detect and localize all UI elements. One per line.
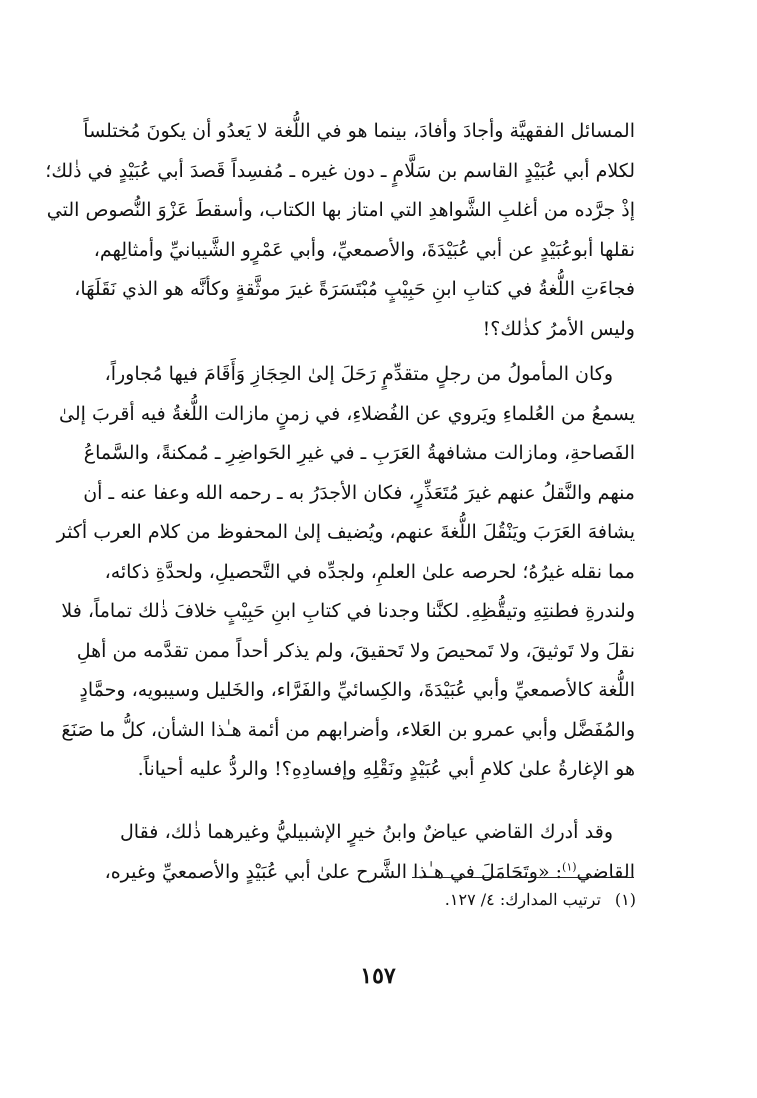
text-line: وكان المأمولُ من رجلٍ متقدِّمٍ رَحَلَ إلىٰ الحِجَازِ وَأَقَامَ فيها مُجاوراً، [104, 363, 613, 385]
paragraph-3 [104, 813, 635, 892]
footnote-number: (١) [614, 890, 636, 909]
text-line [104, 853, 635, 893]
text-line: والمُفَضَّل وأبي عمرو بن العَلاء، وأضرابهم من أئمة هـٰذا الشأن، كلُّ ما صَنَعَ [61, 718, 635, 741]
text-line: يسمعُ من العُلماءِ ويَروي عن الفُضلاءِ، في زمنٍ مازالت اللُّغةُ فيه أقربَ إلىٰ [59, 402, 635, 425]
page-number: ١٥٧ [360, 963, 396, 989]
text-line: المسائل الفقهيَّة وأجادَ وأفادَ، بينما هو في اللُّغة لا يَعدُو أن يكونَ مُختلساً [83, 120, 635, 142]
text-line: ولندرةِ فطنتِهِ وتيقُّظِهِ. لكنَّنا وجدنا في كتابِ ابنِ حَبِيْبٍ خلافَ ذٰلك تماماً، فلا [61, 600, 635, 622]
text-line: وقد أدرك القاضي عياضٌ وابنُ خيرٍ الإشبيليُّ وغيرهما ذٰلك، فقال [120, 821, 613, 843]
text-line: لكلام أبي عُبَيْدٍ القاسم بن سَلَّامٍ ـ دون غيره ـ مُفسِداً قَصدَ أبي عُبَيْدٍ في ذٰلك؛ [45, 159, 635, 182]
footnote [300, 888, 636, 912]
text-line: منهم والنَّقلُ عنهم غيرَ مُتَعَذِّرٍ، فكان الأجدَرُ به ـ رحمه الله وعفا عنه ـ أن [83, 481, 635, 504]
text-line: اللُّغة كالأصمعيِّ وأبي عُبَيْدَةَ، والكِسائيِّ والفَرَّاء، والخَليل وسيبويه، وحمَّادٍ [79, 679, 635, 701]
text-line: الفَصاحةِ، ومازالت مشافهةُ العَرَبِ ـ في غيرِ الحَواضِرِ ـ مُمكنةً، والسَّماعُ [83, 442, 635, 464]
footnote-divider [412, 877, 634, 878]
text-line: هو الإغارةُ علىٰ كلامِ أبي عُبَيْدٍ ونَقْلِهِ وإفسادِهِ؟! والردُّ عليه أحياناً. [137, 758, 635, 780]
text-line: يشافهَ العَرَبَ ويَنْقُلَ اللُّغةَ عنهم، ويُضيف إلىٰ المحفوظ من كلام العرب أكثر [56, 521, 635, 543]
text-line: نقلَ ولا تَوثيقَ، ولا تَمحيصَ ولا تَحقيقَ، ولم يذكر أحداً ممن تقدَّمه من أهلِ [76, 639, 635, 662]
footnote-reference[interactable]: (١) [562, 860, 577, 874]
text-line: وليس الأمرُ كذٰلك؟! [482, 317, 635, 340]
text-fragment: القاضي [576, 860, 635, 883]
text-line: إذْ جرَّده من أغلبِ الشَّواهدِ التي امتاز بها الكتاب، وأسقطَ عَزْوَ النُّصوص التي [46, 199, 635, 221]
text-fragment: : «وتَحَامَلَ في هـٰذا الشَّرح علىٰ أبي عُبَيْدٍ والأصمعيِّ وغيره، [104, 860, 563, 883]
paragraph-1 [45, 112, 635, 349]
text-line: نقلها أبوعُبَيْدٍ عن أبي عُبَيْدَةَ، والأصمعيِّ، وأبي عَمْرٍو الشَّيبانيِّ وأمثالِهم، [93, 238, 635, 261]
text-line: فجاءَتِ اللُّغةُ في كتابِ ابنِ حَبِيْبٍ مُبْتَسَرَةً غيرَ موثَّقةٍ وكأنَّه هو الذي نَقَلَهَا، [74, 278, 635, 300]
paragraph-2 [56, 355, 635, 790]
text-line: مما نقله غيرُهُ؛ لحرصه علىٰ العلمِ، ولجدِّه في التَّحصيلِ، ولحدَّةِ ذكائه، [104, 560, 635, 583]
footnote-text: ترتيب المدارك: ٤/ ١٢٧. [444, 890, 601, 909]
